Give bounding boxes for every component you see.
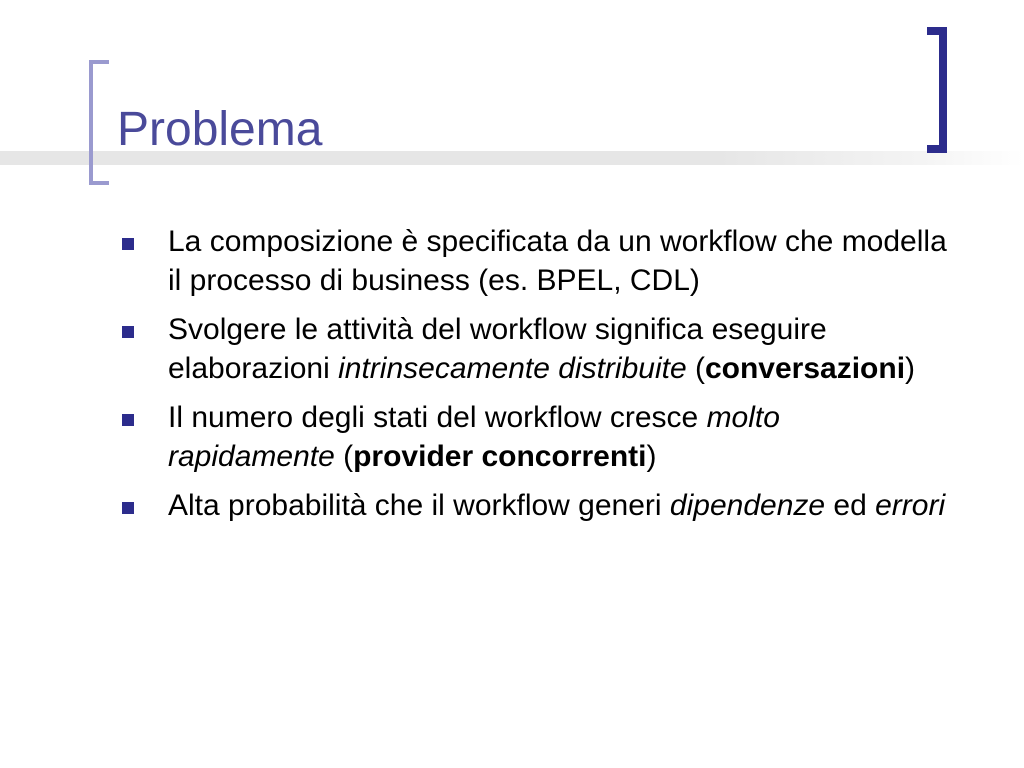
bullet-text: Il numero degli stati del workflow cresce <box>168 401 707 434</box>
bullet-text: ) <box>905 352 916 385</box>
bullet-text: ed <box>825 489 876 522</box>
left-bracket-decoration <box>89 60 109 185</box>
square-bullet-icon <box>122 502 134 514</box>
bullet-item <box>118 486 948 525</box>
bullet-text: ( <box>334 440 354 473</box>
bullet-italic-text: molto rapidamente <box>168 401 780 473</box>
right-bracket-decoration <box>927 27 947 153</box>
bullet-italic-text: intrinsecamente distribuite <box>338 352 687 385</box>
bullet-text: Alta probabilità che il workflow generi <box>168 489 670 522</box>
bullet-text: La composizione è specificata da un workflow che modella il processo di business (es. BPEL, CDL) <box>168 225 947 297</box>
bullet-text: Svolgere le attività del workflow significa eseguire elaborazioni <box>168 313 827 385</box>
square-bullet-icon <box>122 238 134 250</box>
bullet-item <box>118 222 948 300</box>
bullet-italic-text: dipendenze <box>669 489 826 522</box>
bullet-text: ) <box>646 440 657 473</box>
bullet-italic-text: errori <box>875 489 946 522</box>
square-bullet-icon <box>122 326 134 338</box>
bullet-bold-text: conversazioni <box>704 352 906 385</box>
bullet-text: ( <box>686 352 705 385</box>
bullet-item <box>118 310 948 388</box>
bullet-list <box>118 222 948 535</box>
bullet-bold-text: provider concorrenti <box>353 440 647 473</box>
slide-title: Problema <box>117 103 323 156</box>
bullet-item <box>118 398 948 476</box>
square-bullet-icon <box>122 414 134 426</box>
